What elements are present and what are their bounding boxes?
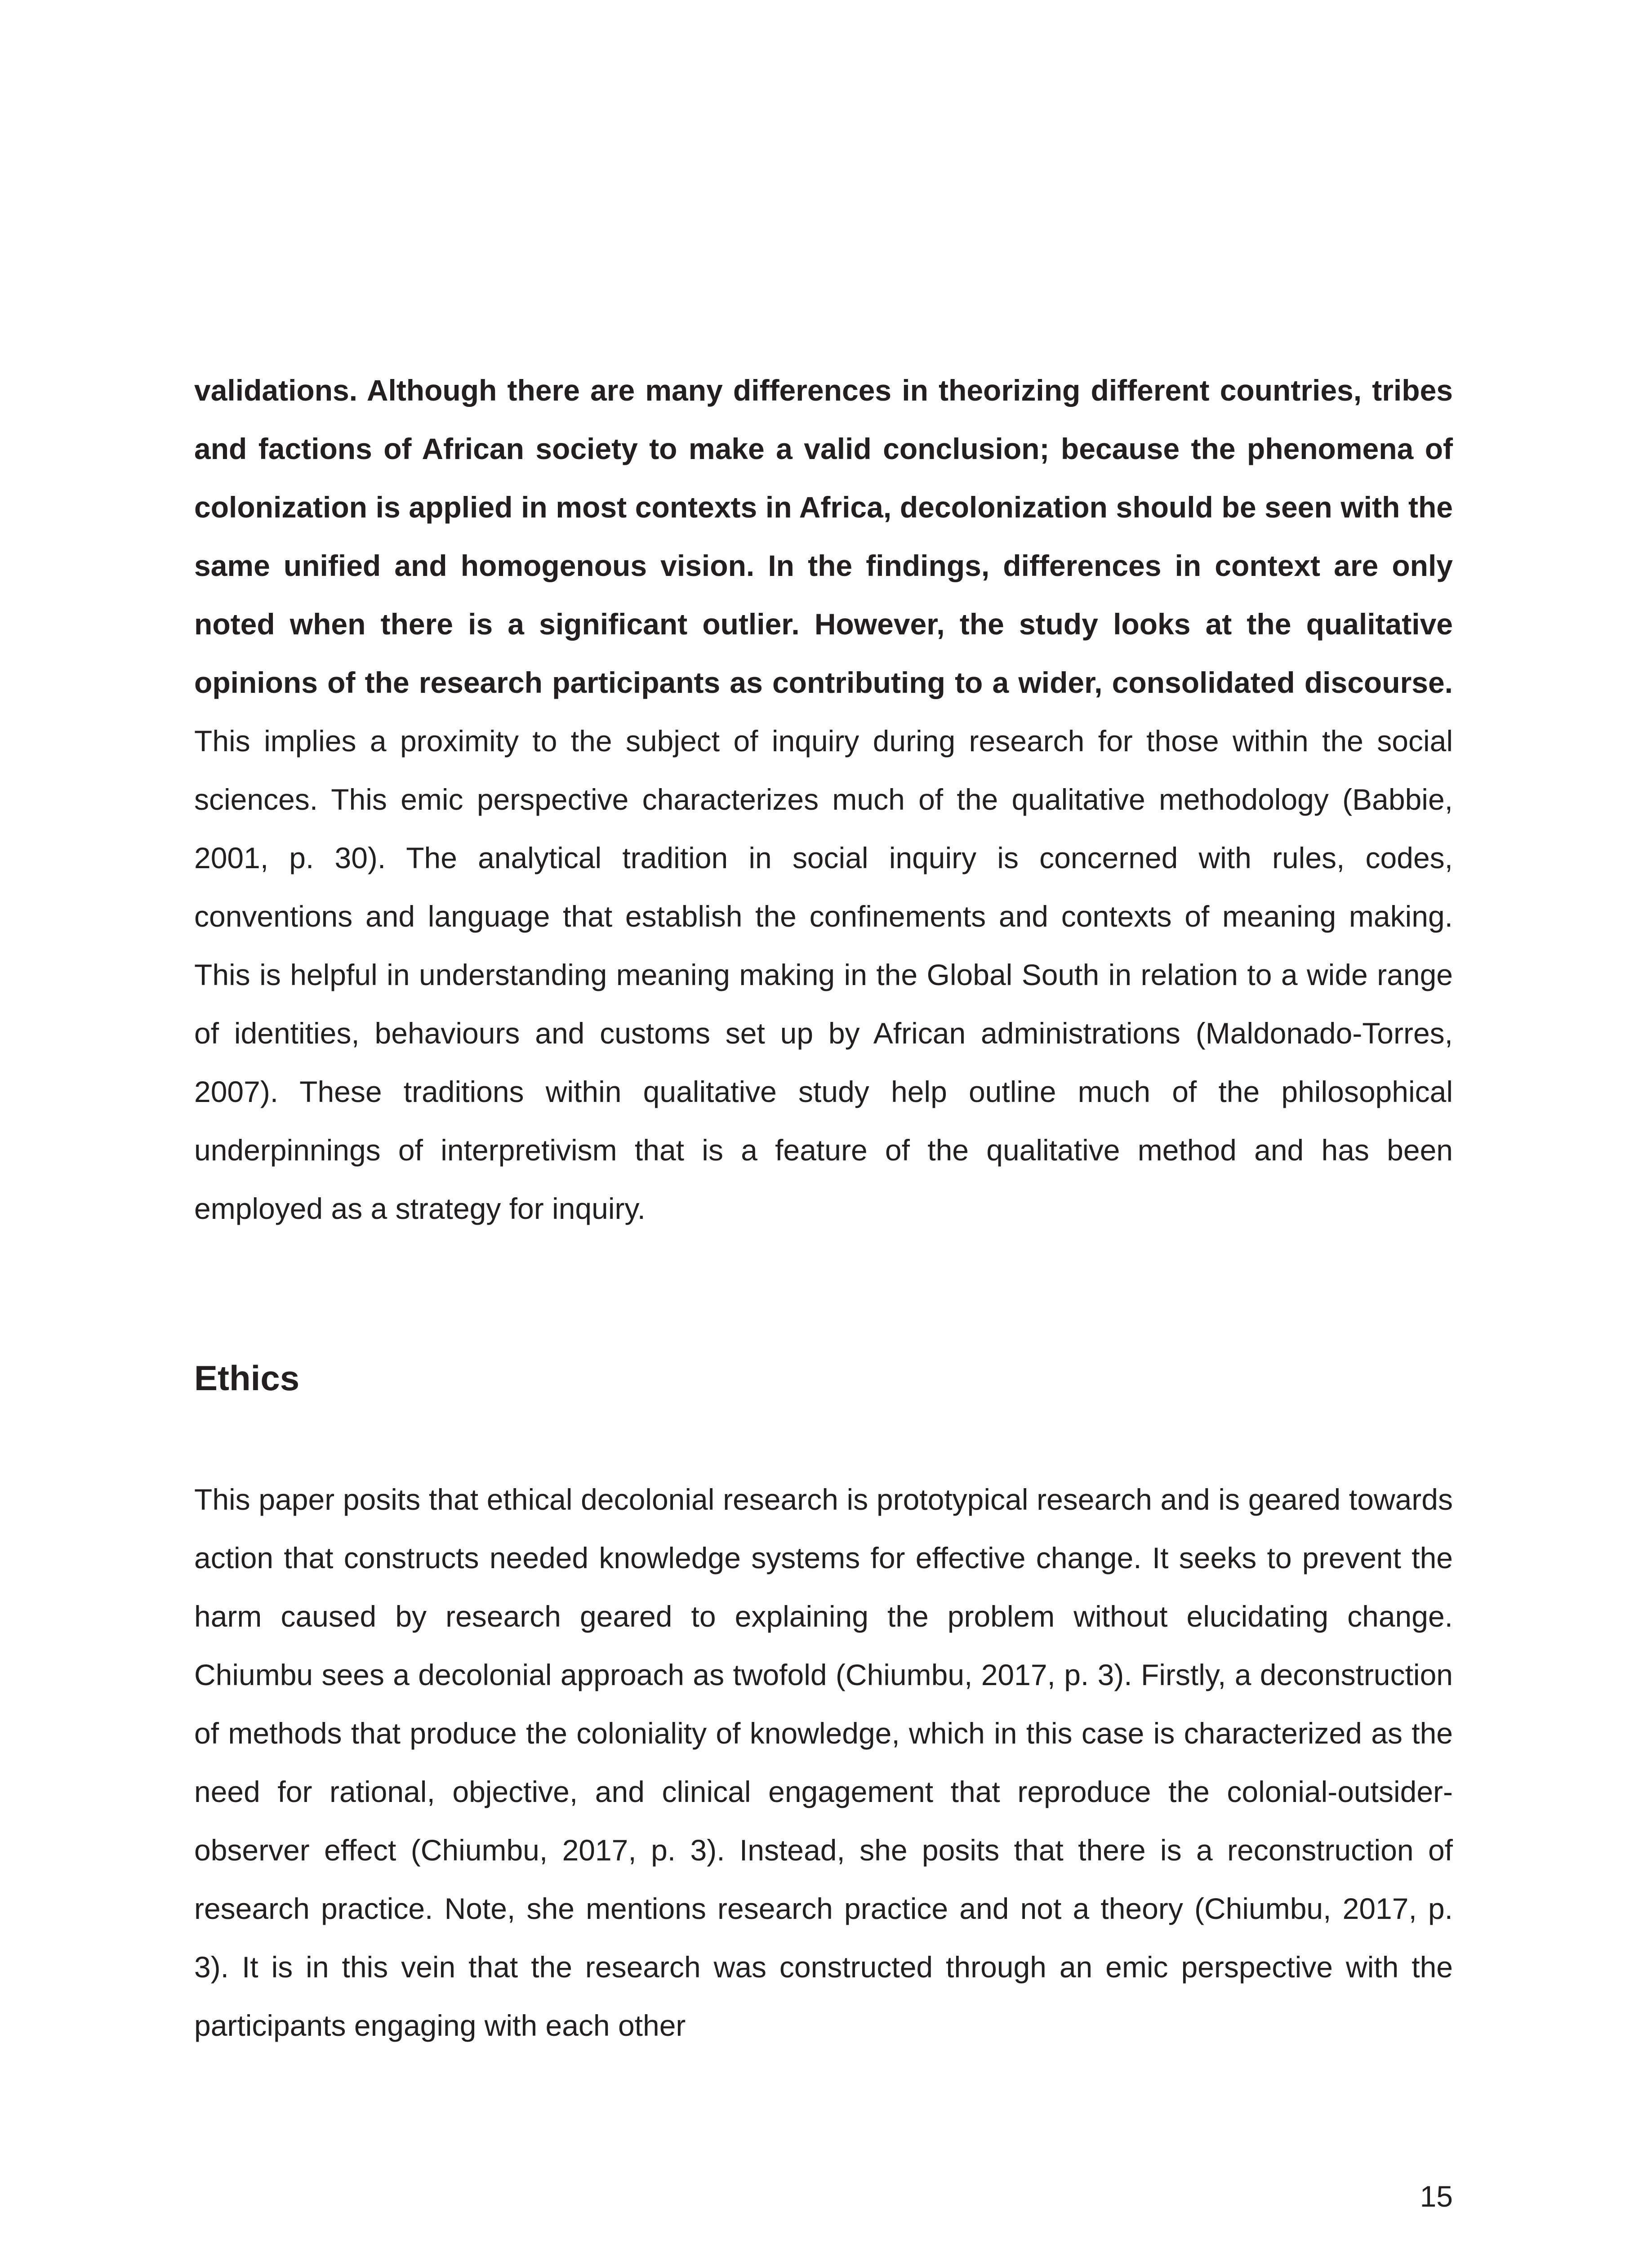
body-paragraph-1 (194, 361, 1453, 1238)
paragraph-1-bold-text: validations. Although there are many differences in theorizing different countries, tribes and factions of African society to make a valid conclusion; because the phenomena of colonization is applied in most contexts in Africa, decolonization should be seen with the same unified and homogenous vision. In the findings, differences in context are only noted when there is a significant outlier. However, the study looks at the qualitative opinions of the research participants as contributing to a wider, consolidated discourse. (194, 374, 1453, 699)
section-heading-ethics: Ethics (194, 1358, 300, 1398)
page-number: 15 (1420, 2180, 1453, 2213)
paragraph-1-regular-text: This implies a proximity to the subject of inquiry during research for those within the social sciences. This emic perspective characterizes much of the qualitative methodology (Babbie, 2001, p. 30). The analytical tradition in social inquiry is concerned with rules, codes, conventions and language that establish the confinements and contexts of meaning making. This is helpful in understanding meaning making in the Global South in relation to a wide range of identities, behaviours and customs set up by African administrations (Maldonado-Torres, 2007). These traditions within qualitative study help outline much of the philosophical underpinnings of interpretivism that is a feature of the qualitative method and has been employed as a strategy for inquiry. (194, 724, 1453, 1225)
body-paragraph-2: This paper posits that ethical decolonial research is prototypical research and is geared towards action that constructs needed knowledge systems for effective change. It seeks to prevent the harm caused by research geared to explaining the problem without elucidating change. Chiumbu sees a decolonial approach as twofold (Chiumbu, 2017, p. 3). Firstly, a deconstruction of methods that produce the coloniality of knowledge, which in this case is characterized as the need for rational, objective, and clinical engagement that reproduce the colonial-outsider-observer effect (Chiumbu, 2017, p. 3). Instead, she posits that there is a reconstruction of research practice. Note, she mentions research practice and not a theory (Chiumbu, 2017, p. 3). It is in this vein that the research was constructed through an emic perspective with the participants engaging with each other (194, 1483, 1453, 2042)
